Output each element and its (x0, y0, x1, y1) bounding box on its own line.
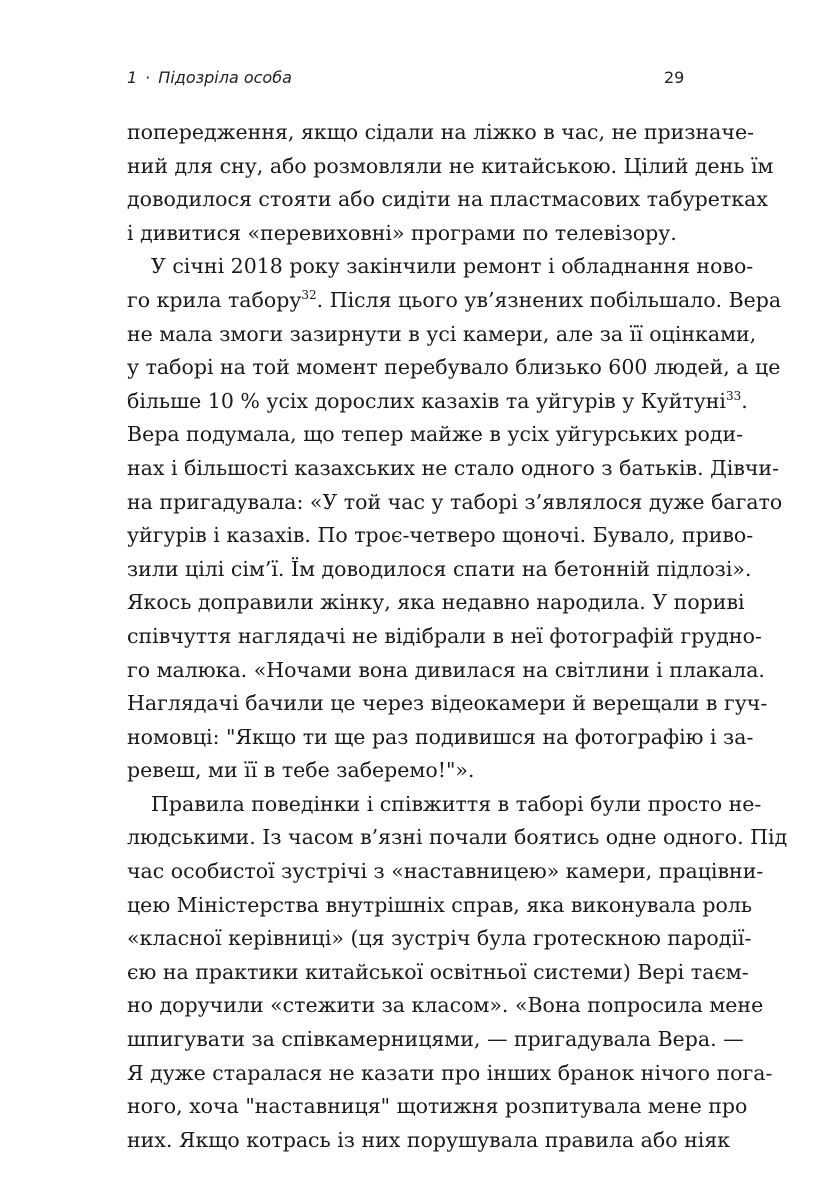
text-segment: . Після цього ув’язнених побільшало. Вера (316, 287, 782, 312)
text-line: людськими. Із часом в’язні почали боятись одне одного. Під (127, 825, 788, 850)
text-line: і дивитися «перевиховні» програми по телевізору. (127, 220, 677, 245)
running-head (127, 68, 292, 87)
text-line: Якось доправили жінку, яка недавно народила. У пориві (127, 590, 745, 615)
text-line: ний для сну, або розмовляли не китайською. Цілий день їм (127, 153, 774, 178)
footnote-ref-32: 32 (301, 288, 317, 303)
text-line: цею Міністерства внутрішніх справ, яка виконувала роль (127, 892, 753, 917)
text-line: го малюка. «Ночами вона дивилася на світлини і плакала. (127, 657, 765, 682)
text-line: них. Якщо котрась із них порушувала правила або ніяк (127, 1127, 731, 1152)
text-line-with-footnote (127, 284, 782, 318)
page-number: 29 (664, 68, 685, 87)
text-line: на пригадувала: «У той час у таборі з’являлося дуже багато (127, 489, 783, 514)
text-line: но доручили «стежити за класом». «Вона попросила мене (127, 993, 764, 1018)
text-line: У січні 2018 року закінчили ремонт і обладнання ново- (151, 254, 754, 279)
body-text (127, 116, 788, 1157)
text-line: співчуття наглядачі не відібрали в неї фотографій грудно- (127, 623, 762, 648)
text-line: час особистої зустрічі з «наставницею» камери, працівни- (127, 859, 764, 884)
text-line: Наглядачі бачили це через відеокамери й верещали в гуч- (127, 691, 768, 716)
text-line: зили цілі сім’ї. Їм доводилося спати на бетонній підлозі». (127, 556, 752, 581)
text-segment: . (741, 388, 748, 413)
text-line: Вера подумала, що тепер майже в усіх уйгурських роди- (127, 422, 744, 447)
text-line: у таборі на той момент перебувало близько 600 людей, а це (127, 355, 781, 380)
text-segment: го крила табору (127, 287, 302, 312)
chapter-number: 1 (127, 68, 138, 87)
chapter-title: Підозріла особа (158, 68, 292, 87)
text-line: шпигувати за співкамерницями, — пригадувала Вера. — (127, 1027, 744, 1052)
footnote-ref-33: 33 (725, 388, 742, 403)
text-line-with-footnote (127, 385, 748, 419)
text-line: Правила поведінки і співжиття в таборі були просто не- (151, 791, 762, 816)
text-line: номовці: "Якщо ти ще раз подивишся на фотографію і за- (127, 724, 754, 749)
text-line: Я дуже старалася не казати про інших бранок нічого пога- (127, 1060, 773, 1085)
text-line: ного, хоча "наставниця" щотижня розпитувала мене про (127, 1094, 748, 1119)
text-segment: більше 10 % усіх дорослих казахів та уйгурів у Куйтуні (127, 388, 726, 413)
text-line: не мала змоги зазирнути в усі камери, але за її оцінками, (127, 321, 757, 346)
text-line: «класної керівниці» (ця зустріч була гротескною пародії- (127, 926, 752, 951)
text-line: нах і більшості казахських не стало одного з батьків. Дівчи- (127, 455, 780, 480)
text-line: уйгурів і казахів. По троє-четверо щоночі. Бувало, приво- (127, 523, 754, 548)
text-line: доводилося стояти або сидіти на пластмасових табуретках (127, 187, 768, 212)
text-line: попередження, якщо сідали на ліжко в час, не призначе- (127, 120, 755, 144)
text-line: єю на практики китайської освітньої системи) Вері таєм- (127, 959, 749, 984)
header-separator: · (145, 68, 151, 87)
text-line: ревеш, ми її в тебе заберемо!"». (127, 758, 475, 783)
